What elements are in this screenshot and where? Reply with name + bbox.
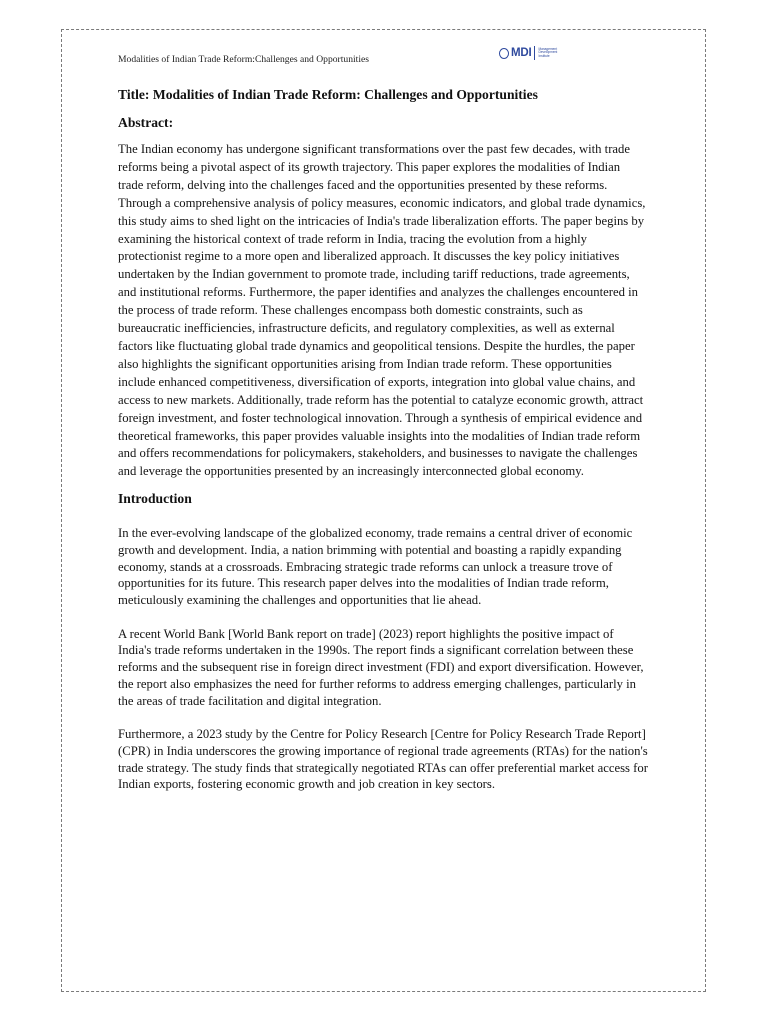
logo-divider	[534, 46, 535, 60]
logo-sub-line: Institute	[538, 53, 550, 58]
introduction-paragraph: In the ever-evolving landscape of the globalized economy, trade remains a central driver of economic growth and development. India, a nation brimming with potential and boasting a rapidly expanding economy, stands at a crossroads. Embracing strategic trade reforms can unlock a treasure trove of opportunities for its future. This research paper delves into the modalities of Indian trade reform, meticulously examining the challenges and opportunities that lie ahead.	[118, 526, 633, 608]
document-body	[118, 86, 648, 793]
document-title: Title: Modalities of Indian Trade Reform: Challenges and Opportunities	[118, 87, 538, 102]
document-page	[61, 29, 706, 992]
logo-sub-line: Development	[538, 50, 558, 55]
abstract-paragraph: The Indian economy has undergone significant transformations over the past few decades, with trade reforms being a pivotal aspect of its growth trajectory. This paper explores the modalities of Indian trade reform, delving into the challenges faced and the opportunities presented by these reforms. Through a comprehensive analysis of policy measures, economic indicators, and global trade dynamics, this study aims to shed light on the intricacies of India's trade liberalization efforts. The paper begins by examining the historical context of trade reform in India, tracing the evolution from a highly protectionist regime to a more open and liberalized approach. It discusses the key policy initiatives undertaken by the Indian government to promote trade, including tariff reductions, trade agreements, and institutional reforms. Furthermore, the paper identifies and analyzes the challenges encountered in the process of trade reform. These challenges encompass both domestic constraints, such as bureaucratic inefficiencies, infrastructure deficits, and regulatory complexities, as well as external factors like fluctuating global trade dynamics and geopolitical tensions. Despite the hurdles, the paper also highlights the significant opportunities arising from Indian trade reform. These opportunities include enhanced competitiveness, diversification of exports, integration into global value chains, and access to new markets. Additionally, trade reform has the potential to catalyze economic growth, attract foreign investment, and foster technological innovation. Through a synthesis of empirical evidence and theoretical frameworks, this paper provides valuable insights into the modalities of Indian trade reform and offers recommendations for policymakers, stakeholders, and businesses to navigate the challenges and leverage the opportunities presented by an increasingly interconnected global economy.	[118, 142, 646, 479]
abstract-heading: Abstract:	[118, 115, 174, 130]
logo-subtitle	[538, 48, 557, 59]
introduction-heading: Introduction	[118, 491, 192, 507]
introduction-paragraph: A recent World Bank [World Bank report on trade] (2023) report highlights the positive impact of India's trade reforms undertaken in the 1990s. The report finds a significant correlation between these reforms and the subsequent rise in foreign direct investment (FDI) and export diversification. However, the report also emphasizes the need for further reforms to address emerging challenges, particularly in the areas of trade facilitation and digital integration.	[118, 626, 644, 708]
logo-sub-line: Management	[538, 46, 558, 51]
logo-name: MDI	[511, 47, 532, 59]
mdi-logo	[499, 44, 562, 62]
mdi-logo-icon	[499, 48, 509, 59]
running-header: Modalities of Indian Trade Reform:Challenges and Opportunities	[118, 54, 369, 65]
introduction-paragraph: Furthermore, a 2023 study by the Centre for Policy Research [Centre for Policy Research Trade Report] (CPR) in India underscores the growing importance of regional trade agreements (RTAs) for the nation's trade strategy. The study finds that strategically negotiated RTAs can offer preferential market access for Indian exports, fostering economic growth and job creation in key sectors.	[118, 727, 648, 792]
